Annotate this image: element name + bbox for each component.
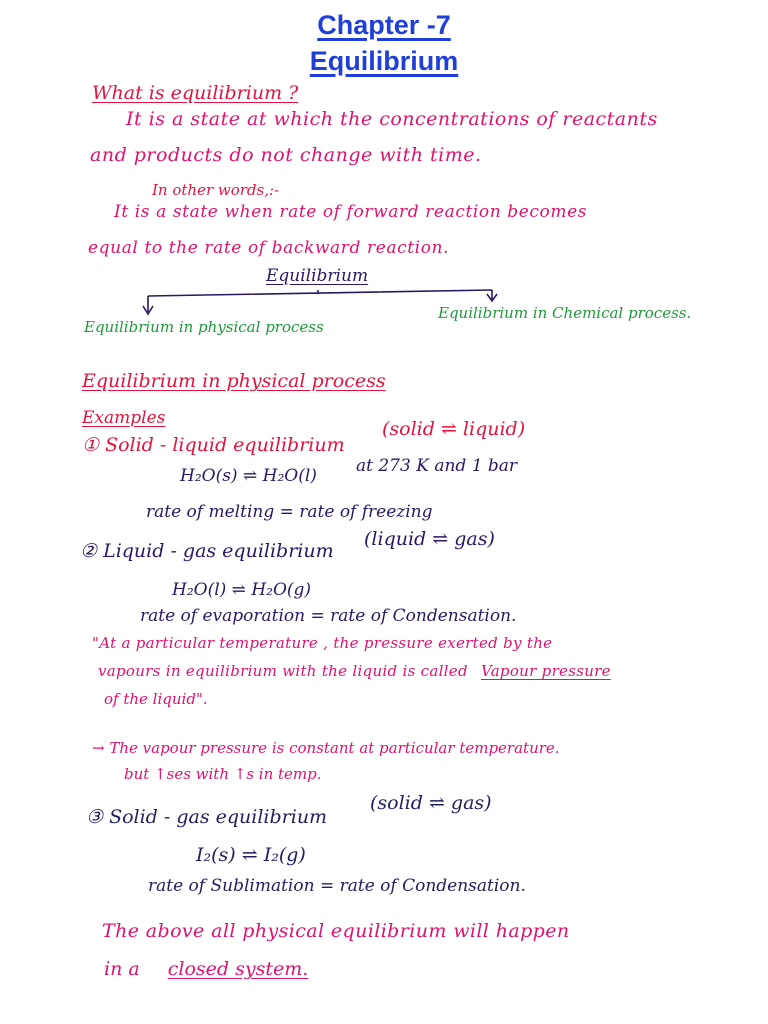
example-2-paren: (liquid ⇌ gas)	[364, 528, 495, 550]
quote-line-1: "At a particular temperature , the pressure exerted by the	[92, 634, 553, 652]
quote-line-2	[98, 664, 611, 679]
example-3-paren: (solid ⇌ gas)	[370, 792, 492, 814]
quote-line-2-text: vapours in equilibrium with the liquid is called	[98, 662, 468, 680]
example-1-paren: (solid ⇌ liquid)	[382, 418, 526, 440]
note-line-1: → The vapour pressure is constant at particular temperature.	[92, 739, 560, 757]
conclusion-prefix: in a	[104, 958, 140, 980]
examples-label: Examples	[82, 408, 166, 428]
example-1-equation: H₂O(s) ⇌ H₂O(l)	[180, 466, 317, 486]
tree-left-branch: Equilibrium in physical process	[84, 318, 324, 336]
vapour-pressure-term: Vapour pressure	[480, 662, 611, 680]
note-line-2: but ↑ses with ↑s in temp.	[124, 765, 322, 783]
other-words-label: In other words,:-	[152, 181, 280, 199]
tree-root: Equilibrium	[266, 266, 369, 286]
example-2-title: ② Liquid - gas equilibrium	[80, 540, 334, 562]
conclusion-line-2	[104, 960, 308, 979]
example-3-title: ③ Solid - gas equilibrium	[86, 806, 328, 828]
definition-line-1: It is a state at which the concentrations of reactants	[126, 108, 658, 130]
physical-heading: Equilibrium in physical process	[82, 370, 386, 392]
example-1-title: ① Solid - liquid equilibrium	[82, 434, 345, 456]
chapter-title: Chapter -7	[317, 10, 451, 40]
example-3-rate: rate of Sublimation = rate of Condensation.	[148, 876, 526, 896]
quote-line-3: of the liquid".	[104, 690, 208, 708]
tree-right-branch: Equilibrium in Chemical process.	[438, 304, 692, 322]
definition-line-2: and products do not change with time.	[90, 144, 482, 166]
definition-question: What is equilibrium ?	[92, 82, 299, 104]
definition-line-4: equal to the rate of backward reaction.	[88, 238, 450, 258]
conclusion-line-1: The above all physical equilibrium will happen	[102, 920, 570, 942]
example-1-rate: rate of melting = rate of freezing	[146, 502, 433, 522]
example-3-equation: I₂(s) ⇌ I₂(g)	[196, 844, 306, 866]
topic-title: Equilibrium	[309, 46, 459, 76]
example-2-rate: rate of evaporation = rate of Condensation.	[140, 606, 517, 626]
closed-system-term: closed system.	[167, 958, 309, 980]
example-2-equation: H₂O(l) ⇌ H₂O(g)	[172, 580, 312, 600]
example-1-condition: at 273 K and 1 bar	[356, 456, 518, 476]
definition-line-3: It is a state when rate of forward reaction becomes	[114, 202, 588, 222]
